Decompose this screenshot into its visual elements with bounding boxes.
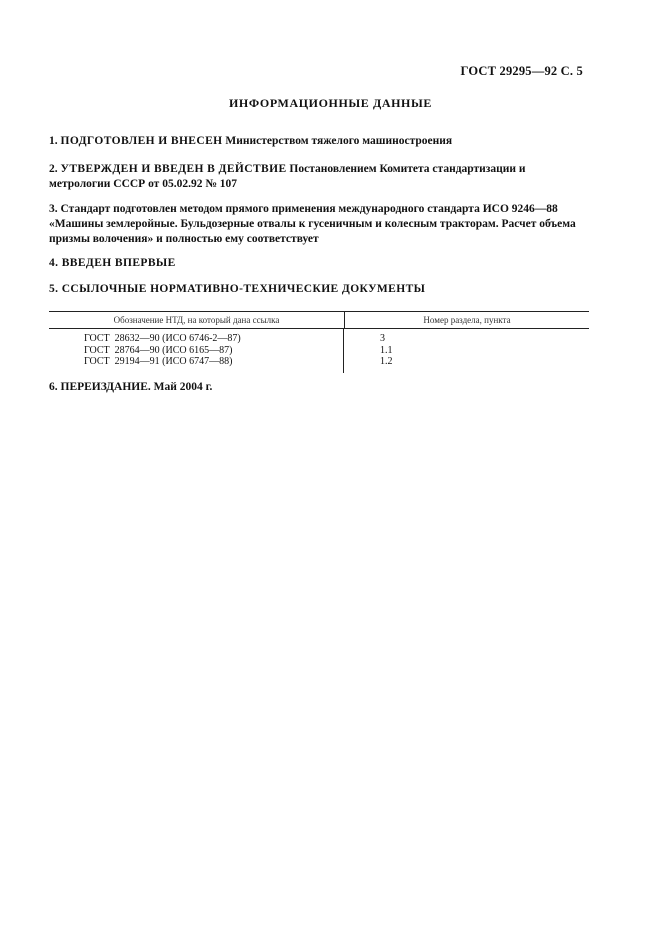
item-number: 3. — [49, 203, 58, 215]
page-title: ИНФОРМАЦИОННЫЕ ДАННЫЕ — [229, 96, 432, 110]
item-number: 5. — [49, 283, 59, 295]
item-number: 2. — [49, 163, 58, 175]
info-item-6 — [49, 380, 589, 395]
table-cell-section: 1.1 — [380, 344, 393, 356]
column-header-document: Обозначение НТД, на который дана ссылка — [49, 312, 345, 328]
item-text: Постановлением Комитета стандартизации и метрологии СССР от 05.02.92 № 107 — [49, 163, 526, 190]
info-item-5 — [49, 282, 589, 297]
reference-table — [49, 311, 589, 373]
info-item-1 — [49, 134, 589, 149]
table-cell-section: 1.2 — [380, 356, 393, 367]
item-text: Стандарт подготовлен методом прямого применения международного стандарта ИСО 9246—88 «Машины землеройные. Бульдозерные отвалы к гусеничным и колесным тракторам. Расчет объема призмы волочения» и полностью ему соответствует — [49, 203, 576, 245]
item-text: ССЫЛОЧНЫЕ НОРМАТИВНО-ТЕХНИЧЕСКИЕ ДОКУМЕНТЫ — [61, 283, 426, 295]
column-header-section: Номер раздела, пункта — [423, 315, 511, 325]
table-cell-document: ГОСТ 28632—90 (ИСО 6746-2—87) — [84, 333, 241, 344]
item-number: 1. — [49, 135, 58, 147]
item-text: ПЕРЕИЗДАНИЕ. Май 2004 г. — [60, 381, 213, 393]
item-text: Министерством тяжелого машиностроения — [225, 135, 453, 147]
section-column — [344, 329, 589, 373]
document-reference: ГОСТ 29295—92 С. 5 — [460, 64, 583, 78]
info-item-3 — [49, 202, 589, 247]
table-cell-document: ГОСТ 28764—90 (ИСО 6165—87) — [84, 344, 233, 356]
table-cell-section: 3 — [380, 333, 385, 344]
item-lead: ПОДГОТОВЛЕН И ВНЕСЕН — [60, 135, 223, 147]
info-item-2 — [49, 162, 589, 192]
document-column — [49, 329, 344, 373]
info-item-4 — [49, 256, 589, 271]
item-lead: УТВЕРЖДЕН И ВВЕДЕН В ДЕЙСТВИЕ — [60, 163, 287, 175]
item-text: ВВЕДЕН ВПЕРВЫЕ — [61, 257, 176, 269]
table-body — [49, 329, 589, 373]
table-header — [49, 312, 589, 329]
item-number: 6. — [49, 381, 58, 393]
table-cell-document: ГОСТ 29194—91 (ИСО 6747—88) — [84, 356, 233, 367]
item-number: 4. — [49, 257, 59, 269]
